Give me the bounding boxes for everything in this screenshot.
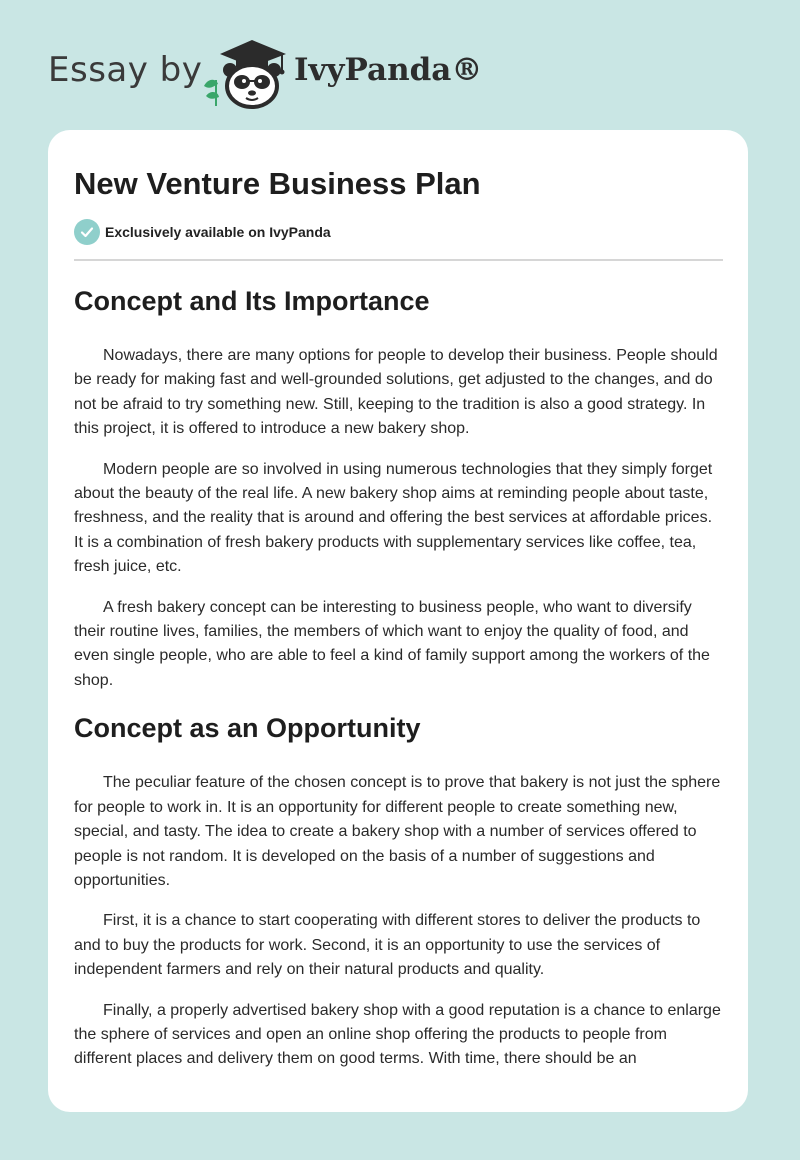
paragraph: First, it is a chance to start cooperating with different stores to deliver the products to and to buy the products for work. Second, it is an opportunity to use the services of independent farmers and rely on their natural products and quality. — [74, 912, 701, 979]
brand-header — [48, 30, 508, 110]
page-title: New Venture Business Plan — [74, 166, 481, 201]
title-divider — [74, 259, 723, 261]
essay-content — [74, 130, 723, 1072]
paragraph: The peculiar feature of the chosen concept is to prove that bakery is not just the sphere for people to work in. It is an opportunity for different people to create something new, special, and tasty. The idea to create a bakery shop with a number of services offered to people is not random. It is developed on the basis of a number of suggestions and opportunities. — [74, 774, 721, 889]
paragraph: Modern people are so involved in using numerous technologies that they simply forget about the beauty of the real life. A new bakery shop aims at reminding people about taste, freshness, and the reality that is around and offering the best services at affordable prices. It is a combination of fresh bakery products with supplementary services like coffee, tea, fresh juice, etc. — [74, 460, 713, 576]
section-heading-importance: Concept and Its Importance — [74, 286, 430, 316]
paragraph: Finally, a properly advertised bakery shop with a good reputation is a chance to enlarge the sphere of services and open an online shop offering the products to people from different places and delivery them on good terms. With time, there should be an — [74, 1001, 721, 1068]
paragraph: A fresh bakery concept can be interesting to business people, who want to diversify their routine lives, families, the members of which want to enjoy the quality of food, and even single people, who are able to feel a kind of family support among the workers of the shop. — [74, 598, 710, 689]
badge-text: Exclusively available on IvyPanda — [105, 224, 331, 240]
essay-card — [48, 130, 748, 1112]
exclusive-badge — [74, 219, 723, 245]
panda-logo-icon[interactable] — [200, 34, 290, 110]
section-heading-opportunity: Concept as an Opportunity — [74, 713, 421, 744]
brand-name[interactable]: IvyPanda® — [294, 52, 483, 88]
paragraph: Nowadays, there are many options for people to develop their business. People should be ready for making fast and well-grounded solutions, get adjusted to the changes, and do not be afraid to try something new. Still, keeping to the tradition is also a good strategy. In this project, it is offered to introduce a new bakery shop. — [74, 347, 718, 438]
brand-prefix: Essay by — [48, 50, 203, 90]
check-icon — [74, 219, 100, 245]
